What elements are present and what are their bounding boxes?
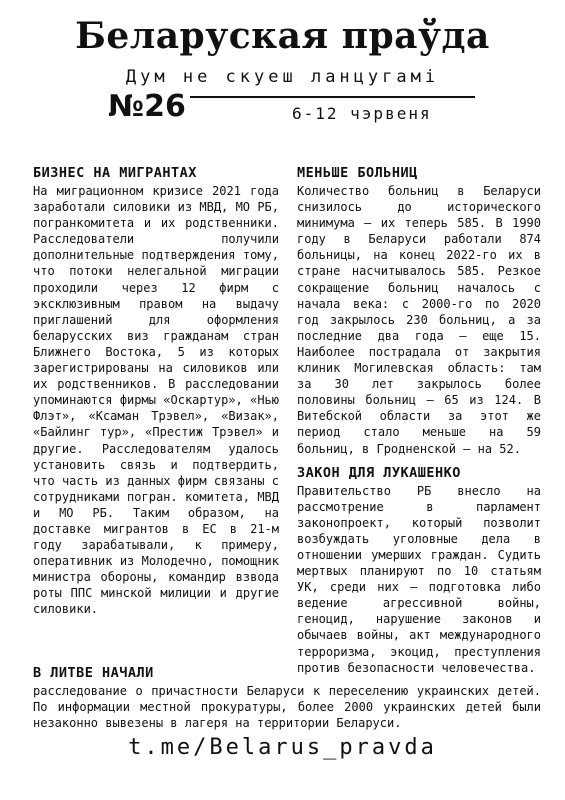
right-column — [297, 164, 541, 676]
issue-number: №26 — [108, 89, 186, 124]
article-heading: БИЗНЕС НА МИГРАНТАХ — [33, 165, 197, 181]
article-migrants — [33, 164, 279, 618]
article-heading: МЕНЬШЕ БОЛЬНИЦ — [297, 165, 418, 181]
masthead — [0, 0, 565, 150]
article-hospitals — [297, 164, 541, 457]
article-body: расследование о причастности Беларуси к переселению украинских детей. По информации местной прокуратуры, более 2000 украинских детей были незаконно вывезены в лагеря на территории Беларуси. — [33, 684, 541, 730]
newspaper-title: Беларуская праўда — [75, 15, 490, 57]
issue-dates: 6-12 чэрвеня — [292, 104, 432, 123]
article-law — [297, 464, 541, 676]
article-heading: ЗАКОН ДЛЯ ЛУКАШЕНКО — [297, 464, 461, 481]
article-heading: В ЛИТВЕ НАЧАЛИ — [33, 665, 154, 681]
masthead-rule — [190, 96, 475, 98]
slogan: Дум не скуеш ланцугамі — [125, 67, 440, 87]
article-body: Количество больниц в Беларуси снизилось до исторического минимума — их теперь 585. В 1990 году в Беларуси работали 874 больницы, на конец 2022-го их в стране насчитывалось 585. Резкое сокращение больниц началось с начала века: с 2000-го по 2020 год закрылось 230 больниц, а за последние два года — еще 15. Наиболее пострадала от закрытия клиник Могилевская область: там за 30 лет закрылось более половины больниц — 65 из 124. В Витебской области за этот же период стало меньше на 59 больниц, в Гродненской — на 52. — [297, 184, 541, 456]
telegram-link[interactable]: t.me/Belarus_pravda — [128, 735, 437, 760]
article-body: Правительство РБ внесло на рассмотрение в парламент законопроект, который позволит возбуждать уголовные дела в отношении умерших граждан. Судить мертвых планируют по 10 статьям УК, среди них — подготовка либо ведение агрессивной войны, геноцид, нарушение законов и обычаев войны, акт международного терроризма, экоцид, преступления против безопасности человечества. — [297, 483, 541, 675]
bottom-article — [33, 664, 541, 731]
left-column — [33, 164, 279, 618]
article-body: На миграционном кризисе 2021 года заработали силовики из МВД, МО РБ, погранкомитета и их родственники. Расследователи получили дополнительные подтверждения тому, что потоки нелегальной миграции проходили через 12 фирм с эксклюзивным правом на выдачу приглашений для оформления беларусских виз гражданам стран Ближнего Востока, 5 из которых зарегистрированы на силовиков или их родственников. В расследовании упоминаются фирмы «Оскартур», «Нью Флэт», «Ксаман Трэвел», «Визак», «Байлинг тур», «Престиж Трэвел» и другие. Расследователям удалось установить связь и подтвердить, что часть из данных фирм связаны с сотрудниками погран. комитета, МВД и МО РБ. Таким образом, на доставке мигрантов в ЕС в 21-м году зарабатывали, к примеру, оперативник из Молодечно, помощник министра обороны, командир взвода роты ППС минской милиции и другие силовики. — [33, 184, 279, 617]
